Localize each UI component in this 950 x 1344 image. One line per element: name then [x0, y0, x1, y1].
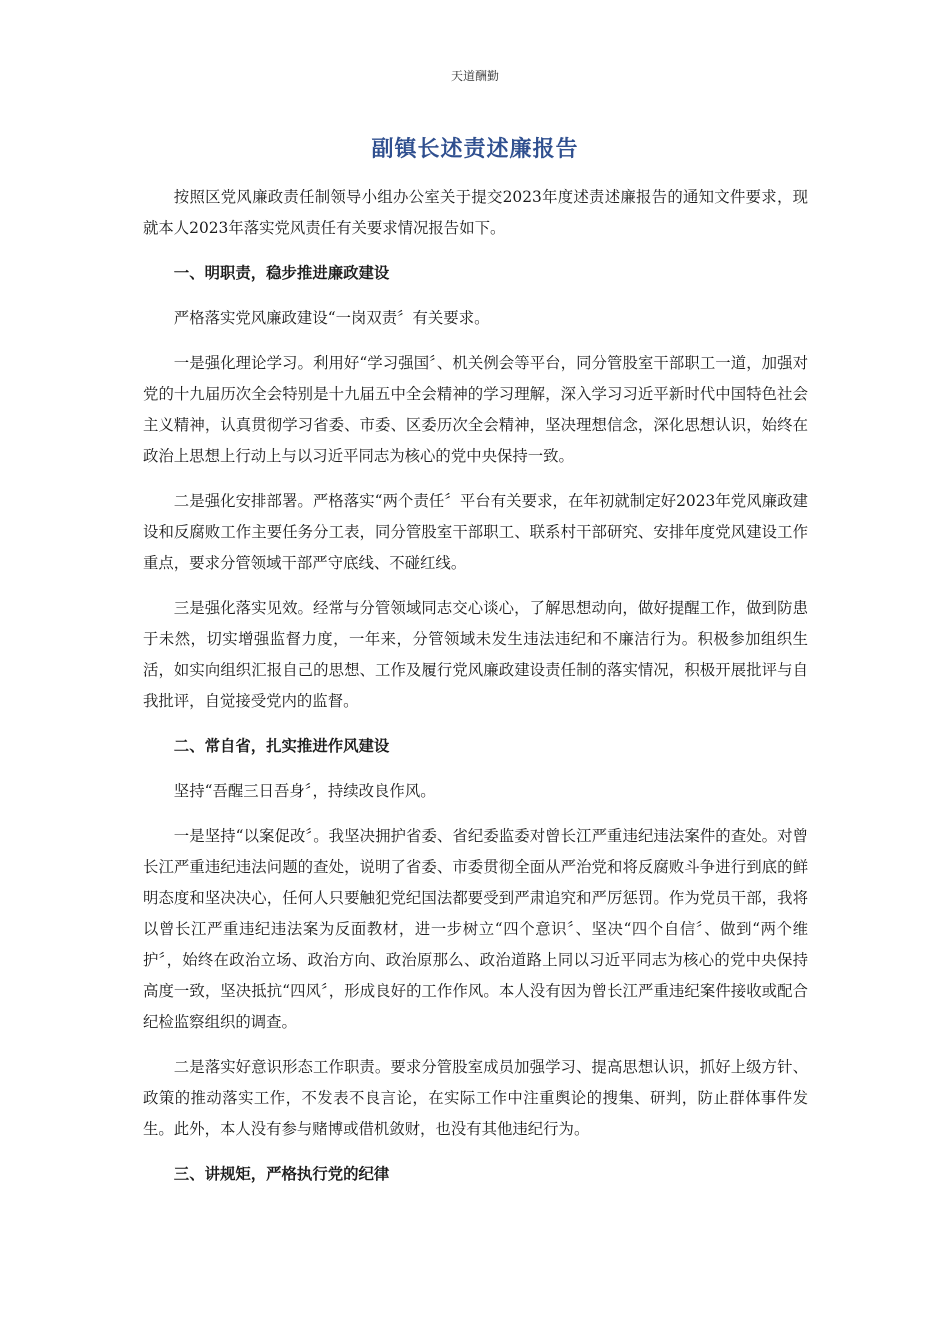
document-body	[143, 182, 808, 1204]
paragraph: 一是强化理论学习。利用好“学习强国〞、机关例会等平台，同分管股室干部职工一道，加强对党的十九届历次全会特别是十九届五中全会精神的学习理解，深入学习习近平新时代中国特色社会主义精神，认真贯彻学习省委、市委、区委历次全会精神，坚决理想信念，深化思想认识，始终在政治上思想上行动上与以习近平同志为核心的党中央保持一致。	[143, 354, 808, 465]
paragraph: 二是落实好意识形态工作职责。要求分管股室成员加强学习、提高思想认识，抓好上级方针、政策的推动落实工作，不发表不良言论，在实际工作中注重舆论的搜集、研判，防止群体事件发生。此外，本人没有参与赌博或借机敛财，也没有其他违纪行为。	[143, 1058, 808, 1138]
section-heading-1: 一、明职责，稳步推进廉政建设	[173, 264, 390, 282]
paragraph: 二是强化安排部署。严格落实“两个责任〞平台有关要求，在年初就制定好2023年党风廉政建设和反腐败工作主要任务分工表，同分管股室干部职工、联系村干部研究、安排年度党风建设工作重点，要求分管领域干部严守底线、不碰红线。	[143, 492, 808, 572]
paragraph: 三是强化落实见效。经常与分管领域同志交心谈心，了解思想动向，做好提醒工作，做到防患于未然，切实增强监督力度，一年来，分管领域未发生违法违纪和不廉洁行为。积极参加组织生活，如实向组织汇报自己的思想、工作及履行党风廉政建设责任制的落实情况，积极开展批评与自我批评，自觉接受党内的监督。	[143, 599, 808, 710]
page-header: 天道酬勤	[450, 69, 499, 83]
paragraph: 坚持“吾醒三日吾身〞，持续改良作风。	[173, 782, 436, 800]
document-title: 副镇长述责述廉报告	[371, 137, 579, 162]
section-heading-3: 三、讲规矩，严格执行党的纪律	[173, 1165, 390, 1183]
paragraph: 一是坚持“以案促改〞。我坚决拥护省委、省纪委监委对曾长江严重违纪违法案件的查处。对曾长江严重违纪违法问题的查处，说明了省委、市委贯彻全面从严治党和将反腐败斗争进行到底的鲜明态度和坚决决心，任何人只要触犯党纪国法都要受到严肃追究和严厉惩罚。作为党员干部，我将以曾长江严重违纪违法案为反面教材，进一步树立“四个意识〞、坚决“四个自信〞、做到“两个维护〞，始终在政治立场、政治方向、政治原那么、政治道路上同以习近平同志为核心的党中央保持高度一致，坚决抵抗“四风〞，形成良好的工作作风。本人没有因为曾长江严重违纪案件接收或配合纪检监察组织的调查。	[143, 827, 808, 1031]
paragraph: 严格落实党风廉政建设“一岗双责〞有关要求。	[173, 309, 490, 327]
section-heading-2: 二、常自省，扎实推进作风建设	[173, 737, 390, 755]
paragraph-intro: 按照区党风廉政责任制领导小组办公室关于提交2023年度述责述廉报告的通知文件要求，现就本人2023年落实党风责任有关要求情况报告如下。	[143, 188, 808, 237]
